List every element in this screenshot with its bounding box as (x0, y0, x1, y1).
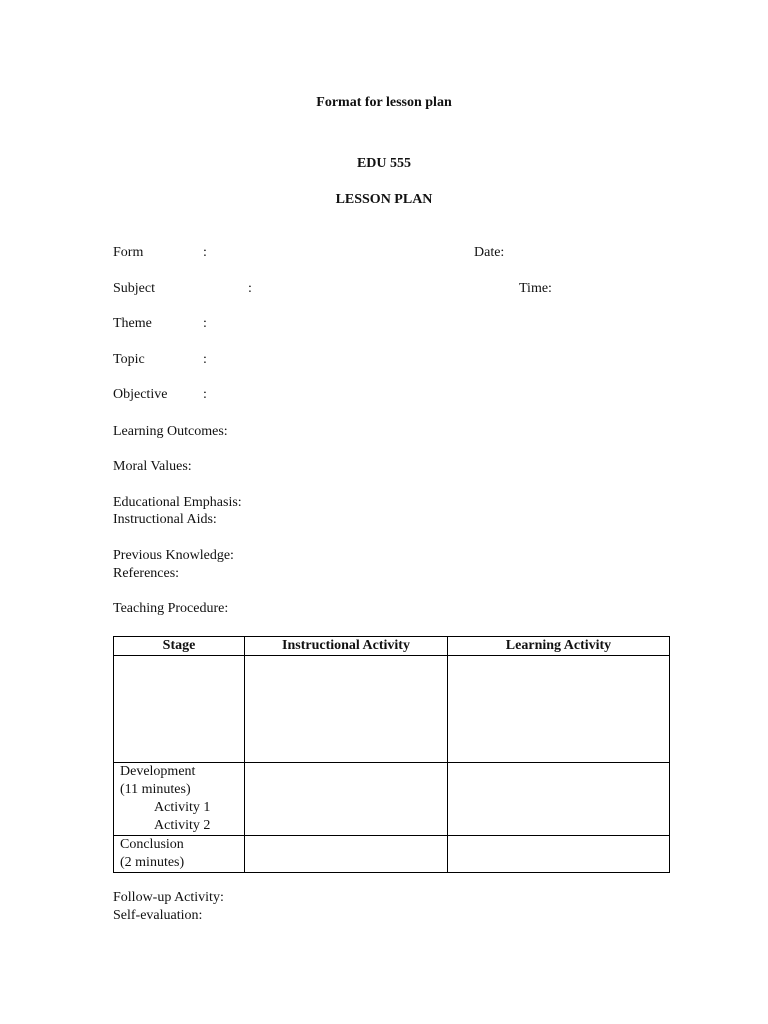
learning-activity-cell (448, 656, 670, 763)
self-evaluation-label: Self-evaluation: (113, 908, 203, 923)
learning-activity-cell (448, 763, 670, 836)
topic-colon: : (203, 352, 207, 367)
course-code: EDU 555 (356, 156, 412, 171)
subject-label: Subject (113, 281, 155, 296)
stage-duration: (11 minutes) (120, 782, 191, 797)
instructional-activity-cell (245, 656, 448, 763)
stage-cell (114, 656, 245, 763)
moral-values-label: Moral Values: (113, 459, 192, 474)
subject-colon: : (248, 281, 252, 296)
educational-emphasis-label: Educational Emphasis: (113, 495, 242, 510)
instructional-activity-cell (245, 836, 448, 873)
previous-knowledge-label: Previous Knowledge: (113, 548, 234, 563)
objective-label: Objective (113, 387, 168, 402)
teaching-procedure-table (113, 636, 670, 873)
form-label: Form (113, 245, 144, 260)
table-row (114, 836, 670, 873)
stage-cell-conclusion (114, 836, 245, 873)
activity-item: Activity 1 (154, 800, 211, 815)
form-colon: : (203, 245, 207, 260)
instructional-activity-cell (245, 763, 448, 836)
learning-activity-cell (448, 836, 670, 873)
learning-outcomes-label: Learning Outcomes: (113, 424, 228, 439)
instructional-aids-label: Instructional Aids: (113, 512, 217, 527)
stage-duration: (2 minutes) (120, 855, 185, 870)
column-header-stage: Stage (114, 637, 245, 656)
stage-name: Conclusion (120, 837, 184, 852)
follow-up-activity-label: Follow-up Activity: (113, 890, 224, 905)
stage-name: Development (120, 764, 196, 779)
lesson-plan-title: LESSON PLAN (335, 192, 433, 207)
column-header-learning-activity: Learning Activity (448, 637, 670, 656)
table-row (114, 656, 670, 763)
theme-colon: : (203, 316, 207, 331)
activity-item: Activity 2 (154, 818, 211, 833)
objective-colon: : (203, 387, 207, 402)
time-label: Time: (519, 281, 552, 296)
format-title: Format for lesson plan (316, 95, 452, 110)
table-row (114, 763, 670, 836)
topic-label: Topic (113, 352, 145, 367)
column-header-instructional-activity: Instructional Activity (245, 637, 448, 656)
theme-label: Theme (113, 316, 152, 331)
table-header-row (114, 637, 670, 656)
date-label: Date: (474, 245, 505, 260)
stage-cell-development (114, 763, 245, 836)
references-label: References: (113, 566, 180, 581)
teaching-procedure-label: Teaching Procedure: (113, 601, 229, 616)
